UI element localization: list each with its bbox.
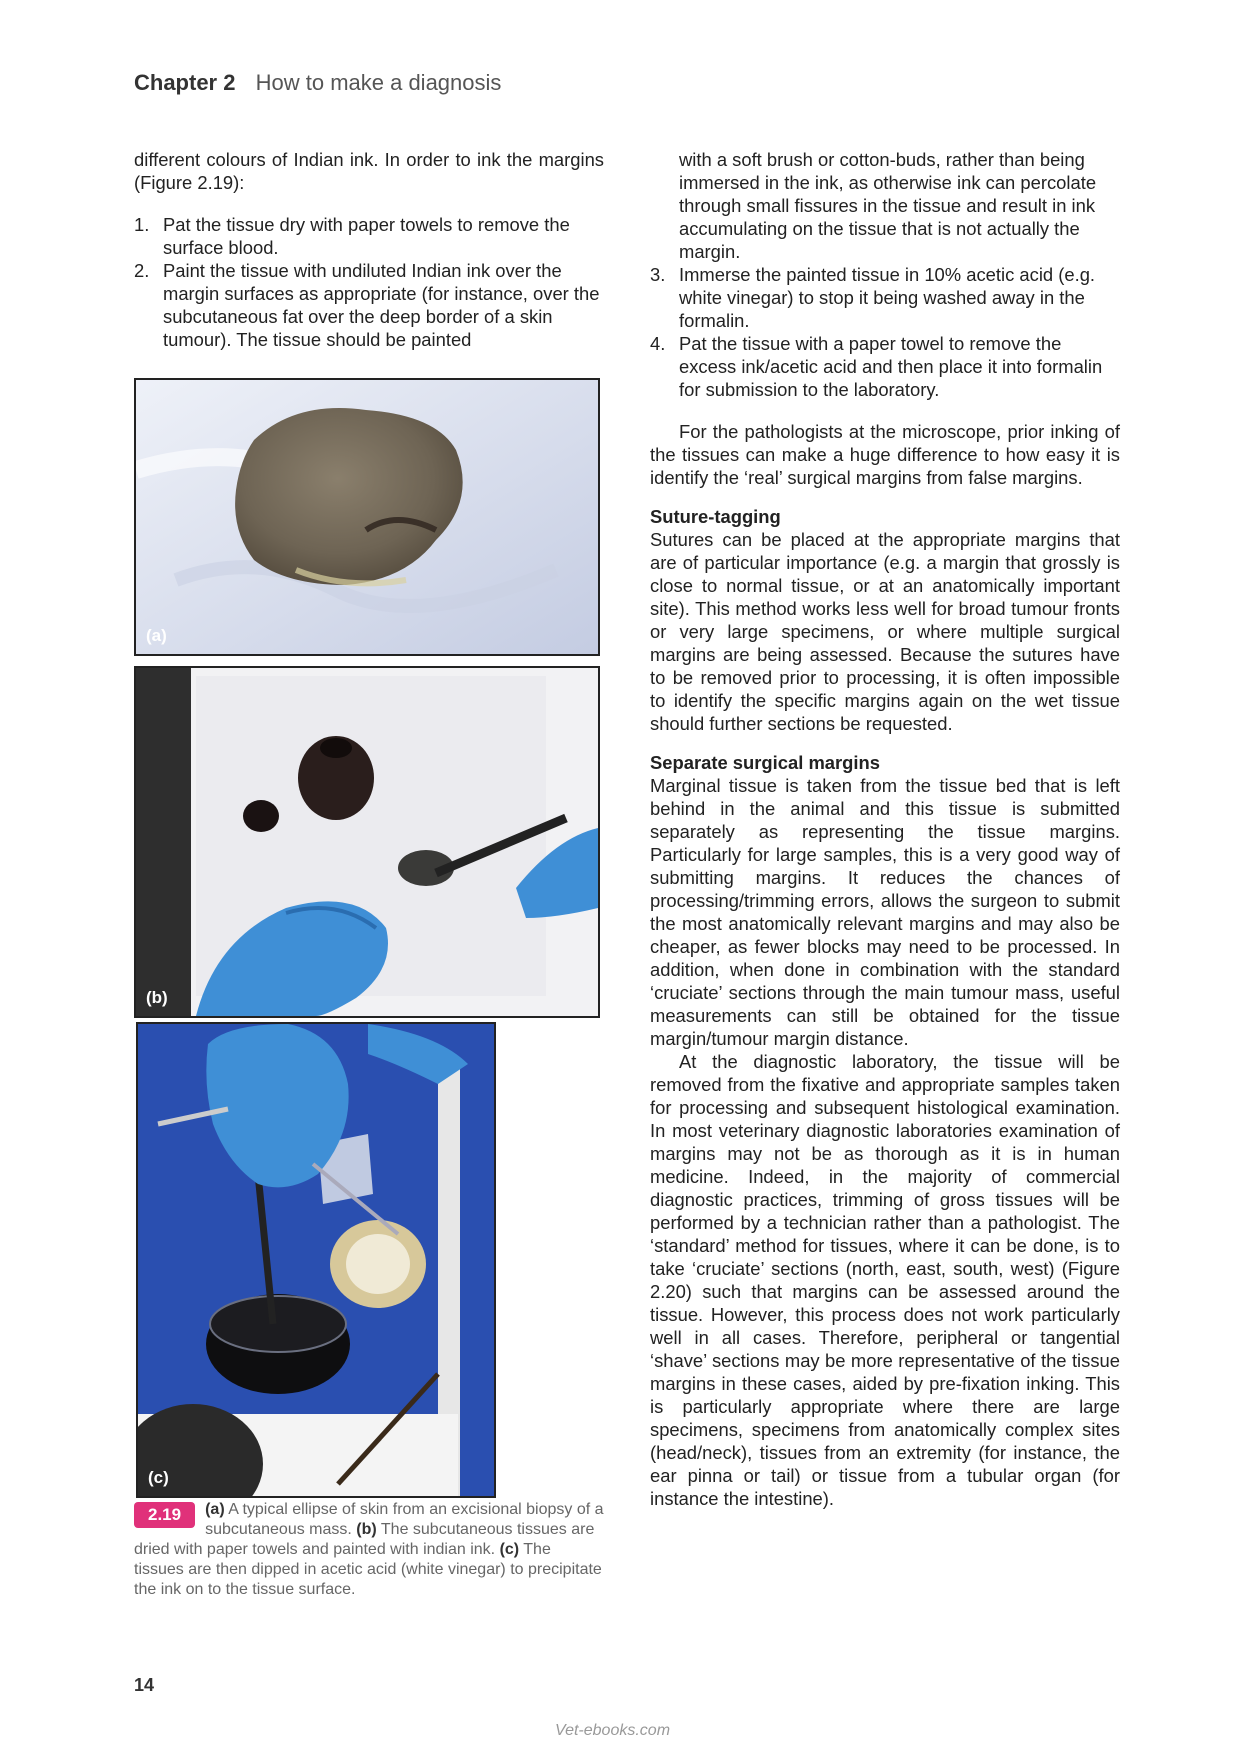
paragraph: Marginal tissue is taken from the tissue bed that is left behind in the animal and this tissue is submitted separately as representing the tissue margins. Particularly for large samples, this is a very good way of submitting margins. It reduces the chances of processing/trimming errors, allows the surgeon to submit the most anatomically relevant margins and may also be cheaper, as fewer blocks may need to be processed. In addition, when done in combination with the standard ‘cruciate’ sections through the main tumour mass, useful measurements can still be obtained for the tissue margin/tumour margin distance. [650,775,1120,1049]
list-item: 4. Pat the tissue with a paper towel to remove the excess ink/acetic acid and then place it into formalin for submission to the laboratory. [650,333,1103,400]
section-heading-separate-margins: Separate surgical margins [650,752,880,773]
figure-caption: 2.19 (a) A typical ellipse of skin from an excisional biopsy of a subcutaneous mass. (b) The subcutaneous tissues are dried with paper towels and painted with indian ink. (c) The tissues are then dipped in acetic acid (white vinegar) to precipitate the ink on to the tissue surface. [134,1501,604,1598]
section-heading-suture-tagging: Suture-tagging [650,506,781,527]
list-item: 3. Immerse the painted tissue in 10% acetic acid (e.g. white vinegar) to stop it being washed away in the formalin. [650,264,1096,331]
watermark: Vet-ebooks.com [555,1722,671,1739]
paragraph: For the pathologists at the microscope, prior inking of the tissues can make a huge difference to how easy it is identify the ‘real’ surgical margins from false margins. [650,421,1120,488]
chapter-title: How to make a diagnosis [255,70,502,95]
chapter-number: Chapter 2 [134,70,236,95]
inking-steps-list-1 [134,213,604,351]
photo-label-c: (c) [148,1468,169,1487]
figure-number-badge: 2.19 [134,1502,195,1528]
figure-photo-a [134,378,600,656]
list-item: 2. Paint the tissue with undiluted Indian ink over the margin surfaces as appropriate (for instance, over the subcutaneous fat over the deep border of a skin tumour). The tissue should be painted [134,260,600,350]
photo-label-a: (a) [146,626,167,645]
figure-photo-b [134,666,600,1018]
right-column [650,148,1120,1510]
page-number: 14 [134,1675,155,1695]
inking-steps-list-2 [650,263,1120,401]
step-2-continuation: with a soft brush or cotton-buds, rather than being immersed in the ink, as otherwise ink can percolate through small fissures in the tissue and result in ink accumulating on the tissue that is not actually the margin. [679,149,1097,262]
left-column [134,148,604,351]
paragraph: At the diagnostic laboratory, the tissue will be removed from the fixative and appropriate samples taken for processing and subsequent histological examination. In most veterinary diagnostic laboratories examination of margins may not be as thorough as it is in human medicine. Indeed, in the majority of commercial diagnostic practices, trimming of gross tissues will be performed by a technician rather than a pathologist. The ‘standard’ method for tissues, where it can be done, is to take ‘cruciate’ sections (north, east, south, west) (Figure 2.20) such that margins can be assessed around the tissue. However, this process does not work particularly well in all cases. Therefore, peripheral or tangential ‘shave’ sections may be more representative of the tissue margins in these cases, aided by pre-fixation inking. This is particularly appropriate where there are large specimens, specimens from anatomically complex sites (head/neck), tissues from an extremity (for instance, the ear pinna or tail) or tissue from a tubular organ (for instance the intestine). [650,1051,1120,1509]
left-intro: different colours of Indian ink. In order to ink the margins (Figure 2.19): [134,149,604,193]
running-header [134,70,501,96]
photo-label-b: (b) [146,988,168,1007]
figure-photo-c [136,1022,496,1498]
list-item: 1. Pat the tissue dry with paper towels to remove the surface blood. [134,214,570,258]
paragraph: Sutures can be placed at the appropriate margins that are of particular importance (e.g. a margin that grossly is close to normal tissue, or at an anatomically important site). This method works less well for broad tumour fronts or very large specimens, or where multiple surgical margins are being assessed. Because the sutures have to be removed prior to processing, it is often impossible to identify the specific margins again on the wet tissue should further sections be requested. [650,529,1120,734]
